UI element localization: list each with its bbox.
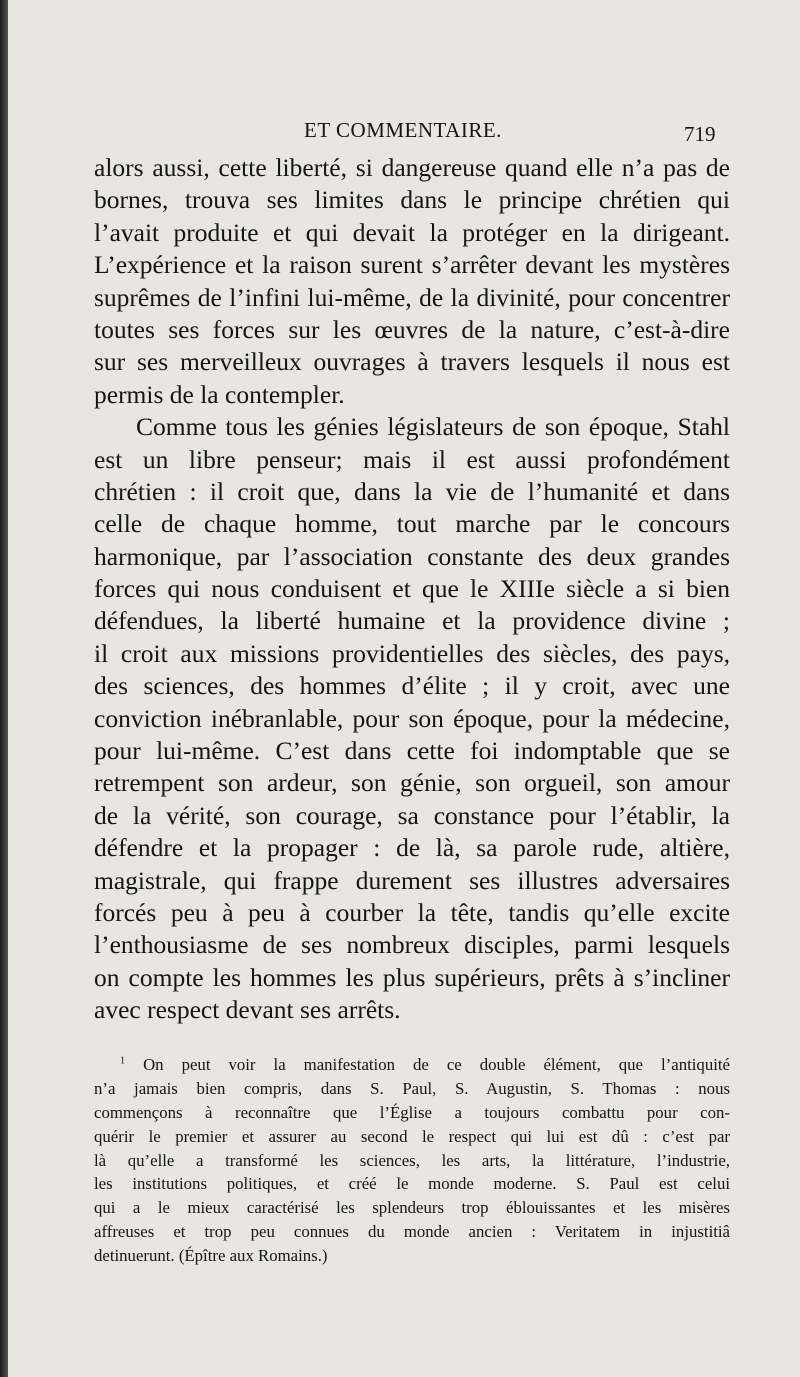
body-line: avec respect devant ses arrêts. xyxy=(94,995,401,1025)
footnote-line: detinuerunt. (Épître aux Romains.) xyxy=(94,1246,328,1266)
body-line: des sciences, des hommes d’élite ; il y croit, avec une xyxy=(94,671,730,701)
footnote-line: qui a le mieux caractérisé les splendeurs trop éblouissantes et les misères xyxy=(94,1198,730,1218)
body-line: chrétien : il croit que, dans la vie de l’humanité et dans xyxy=(94,476,730,506)
book-page xyxy=(8,0,800,1377)
body-line: il croit aux missions providentielles des siècles, des pays, xyxy=(94,638,730,668)
running-head xyxy=(8,118,800,148)
body-text xyxy=(94,152,730,1027)
body-line: bornes, trouva ses limites dans le principe chrétien qui xyxy=(94,185,730,215)
footnote-text: On peut voir la manifestation de ce double élément, que l’antiquité xyxy=(143,1055,730,1074)
body-line: on compte les hommes les plus supérieurs, prêts à s’incliner xyxy=(94,962,730,992)
body-line: alors aussi, cette liberté, si dangereuse quand elle n’a pas de xyxy=(94,153,730,182)
body-line: retrempent son ardeur, son génie, son orgueil, son amour xyxy=(94,768,730,798)
footnote xyxy=(94,1053,730,1268)
body-line: défendues, la liberté humaine et la providence divine ; xyxy=(94,606,730,636)
body-line: forces qui nous conduisent et que le XIIIe siècle a si bien xyxy=(94,574,730,604)
running-title: ET COMMENTAIRE. xyxy=(304,118,502,142)
body-line: toutes ses forces sur les œuvres de la nature, c’est-à-dire xyxy=(94,314,730,344)
body-line: de la vérité, son courage, sa constance pour l’établir, la xyxy=(94,800,730,830)
footnote-line xyxy=(94,1053,730,1077)
footnote-line: les institutions politiques, et créé le monde moderne. S. Paul est celui xyxy=(94,1174,730,1194)
body-line: forcés peu à peu à courber la tête, tandis qu’elle excite xyxy=(94,897,730,927)
body-line: pour lui-même. C’est dans cette foi indomptable que se xyxy=(94,736,730,766)
footnote-line: n’a jamais bien compris, dans S. Paul, S. Augustin, S. Thomas : nous xyxy=(94,1078,730,1098)
footnote-marker: 1 xyxy=(120,1055,126,1067)
body-line: défendre et la propager : de là, sa parole rude, altière, xyxy=(94,833,730,863)
body-line: conviction inébranlable, pour son époque, pour la médecine, xyxy=(94,703,730,733)
body-line: est un libre penseur; mais il est aussi profondément xyxy=(94,444,730,474)
footnote-line: commençons à reconnaître que l’Église a toujours combattu pour con- xyxy=(94,1102,730,1122)
body-line: harmonique, par l’association constante des deux grandes xyxy=(94,541,730,571)
body-line: suprêmes de l’infini lui-même, de la divinité, pour concentrer xyxy=(94,282,730,312)
body-line: L’expérience et la raison surent s’arrêter devant les mystères xyxy=(94,250,730,280)
body-line: permis de la contempler. xyxy=(94,379,345,409)
body-line: sur ses merveilleux ouvrages à travers lesquels il nous est xyxy=(94,347,730,377)
page-number: 719 xyxy=(684,122,716,146)
body-line: l’avait produite et qui devait la protéger en la dirigeant. xyxy=(94,217,730,247)
body-line: l’enthousiasme de ses nombreux disciples, parmi lesquels xyxy=(94,930,730,960)
body-line: magistrale, qui frappe durement ses illustres adversaires xyxy=(94,865,730,895)
paragraph-start-line: Comme tous les génies législateurs de son époque, Stahl xyxy=(136,412,730,442)
footnote-line: affreuses et trop peu connues du monde ancien : Veritatem in injustitiâ xyxy=(94,1222,730,1242)
page-binding-shadow xyxy=(0,0,8,1377)
body-line: celle de chaque homme, tout marche par le concours xyxy=(94,509,730,539)
footnote-line: là qu’elle a transformé les sciences, les arts, la littérature, l’industrie, xyxy=(94,1150,730,1170)
footnote-line: quérir le premier et assurer au second le respect qui lui est dû : c’est par xyxy=(94,1126,730,1146)
